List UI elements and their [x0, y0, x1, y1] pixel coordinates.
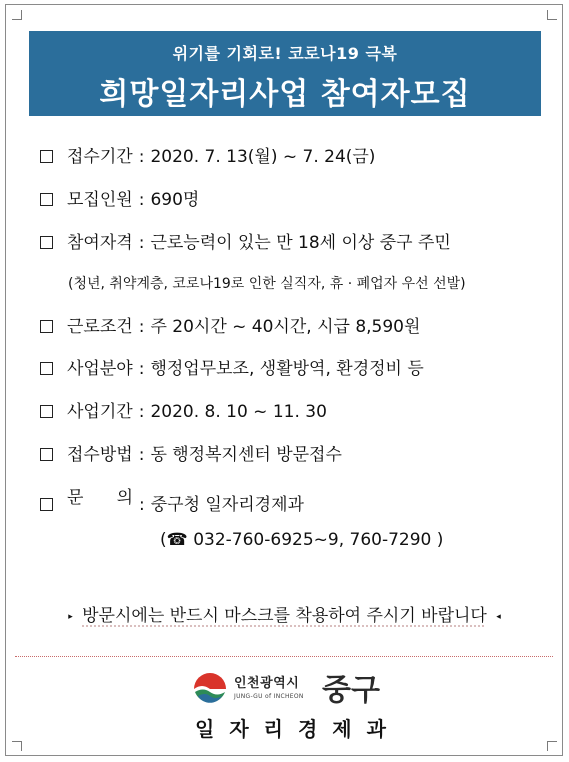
row-label: 사업분야 — [67, 359, 133, 379]
crop-mark-bottom-left — [12, 741, 22, 751]
row-business-field: 사업분야 : 행정업무보조, 생활방역, 환경정비 등 — [40, 357, 424, 381]
row-value: 690명 — [150, 190, 200, 210]
row-value: 동 행정복지센터 방문접수 — [150, 445, 342, 465]
row-value: 중구청 일자리경제과 — [150, 495, 304, 515]
contact-prefix: (☎ — [160, 530, 188, 550]
label-part: 의 — [116, 488, 133, 508]
row-inquiry: 문 의 : 중구청 일자리경제과 — [40, 486, 304, 510]
row-value: 2020. 8. 10 ~ 11. 30 — [150, 402, 327, 422]
crop-mark-top-left — [12, 10, 22, 20]
checkbox-icon — [40, 362, 53, 375]
row-label: 접수기간 — [67, 147, 133, 167]
row-value: 주 20시간 ~ 40시간, 시급 8,590원 — [150, 317, 421, 337]
checkbox-icon — [40, 320, 53, 333]
row-eligibility: 참여자격 : 근로능력이 있는 만 18세 이상 중구 주민 — [40, 231, 451, 255]
row-label: 사업기간 — [67, 402, 133, 422]
row-value: 행정업무보조, 생활방역, 환경정비 등 — [150, 359, 424, 379]
checkbox-icon — [40, 405, 53, 418]
checkbox-icon — [40, 193, 53, 206]
logo-city: 인천광역시 — [234, 676, 300, 691]
checkbox-icon — [40, 498, 53, 511]
row-label: 접수방법 — [67, 445, 133, 465]
row-value: 2020. 7. 13(월) ~ 7. 24(금) — [150, 147, 376, 167]
row-business-period: 사업기간 : 2020. 8. 10 ~ 11. 30 — [40, 400, 327, 424]
title-banner — [29, 31, 541, 116]
crop-mark-bottom-right — [547, 741, 557, 751]
row-label: 근로조건 — [67, 317, 133, 337]
divider — [15, 656, 553, 657]
row-work-conditions: 근로조건 : 주 20시간 ~ 40시간, 시급 8,590원 — [40, 315, 420, 339]
row-recruit-count: 모집인원 : 690명 — [40, 188, 199, 212]
checkbox-icon — [40, 236, 53, 249]
banner-title: 희망일자리사업 참여자모집 — [99, 77, 471, 112]
triangle-left-icon: ◂ — [496, 612, 501, 622]
crop-mark-top-right — [547, 10, 557, 20]
triangle-right-icon: ▸ — [68, 612, 73, 622]
row-label — [67, 486, 133, 510]
row-application-method: 접수방법 : 동 행정복지센터 방문접수 — [40, 443, 342, 467]
district-logo — [190, 665, 390, 709]
row-value: 근로능력이 있는 만 18세 이상 중구 주민 — [150, 233, 451, 253]
banner-subtitle: 위기를 기회로! 코로나19 극복 — [172, 44, 398, 63]
row-label: 모집인원 — [67, 190, 133, 210]
department-name: 일자리경제과 — [195, 717, 401, 741]
contact-phone — [160, 530, 443, 550]
checkbox-icon — [40, 448, 53, 461]
checkbox-icon — [40, 150, 53, 163]
contact-number: 032-760-6925~9, 760-7290 ) — [193, 530, 444, 550]
logo-english: JUNG-GU of INCHEON — [234, 693, 304, 700]
row-application-period: 접수기간 : 2020. 7. 13(월) ~ 7. 24(금) — [40, 145, 375, 169]
mask-notice — [32, 601, 537, 626]
emblem-icon — [190, 667, 230, 705]
label-part: 문 — [67, 488, 84, 508]
logo-district: 중구 — [322, 673, 380, 708]
eligibility-note: (청년, 취약계층, 코로나19로 인한 실직자, 휴 · 폐업자 우선 선발) — [68, 276, 466, 292]
notice-text: 방문시에는 반드시 마스크를 착용하여 주시기 바랍니다 — [82, 606, 487, 626]
row-label: 참여자격 — [67, 233, 133, 253]
